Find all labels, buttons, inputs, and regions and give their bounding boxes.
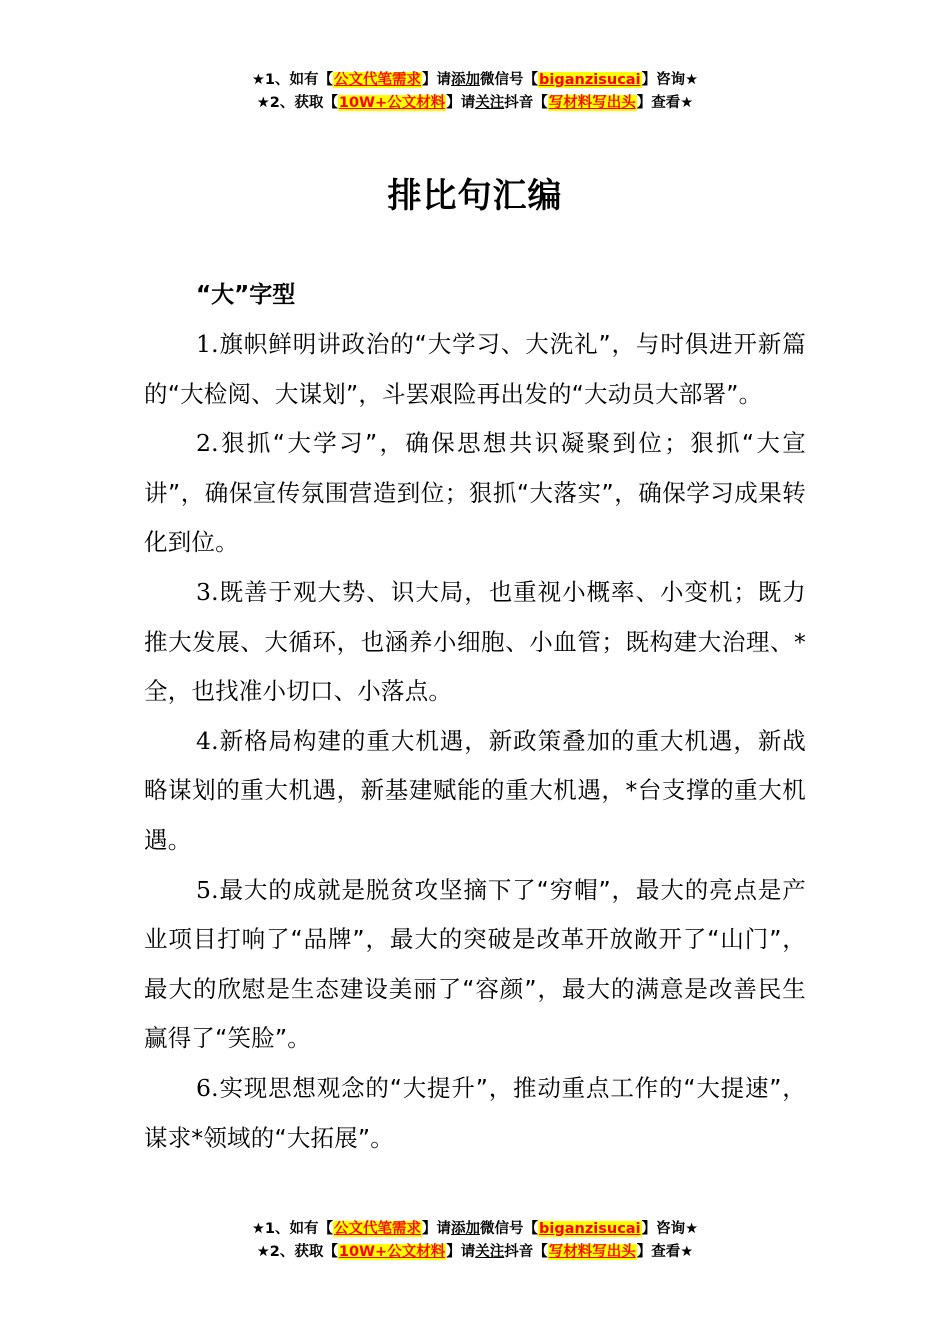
banner-text: ★1、如有【 [251,72,334,88]
item-text: 最大的成就是脱贫攻坚摘下了“穷帽”，最大的亮点是产业项目打响了“品牌”，最大的突破是改革开放敞开了“山门”，最大的欣慰是生态建设美丽了“容颜”，最大的满意是改善民生赢得了“笑脸”。 [144,875,806,1053]
banner-text: 抖音【 [504,1244,548,1260]
banner-text: 】查看★ [636,1244,694,1260]
footer-banner [0,1218,950,1264]
document-body [144,273,806,1163]
banner-highlight: 10W+公文材料 [338,1244,446,1260]
item-text: 旗帜鲜明讲政治的“大学习、大洗礼”，与时俱进开新篇的“大检阅、大谋划”，斗罢艰险再出发的“大动员大部署”。 [144,330,806,408]
list-item [144,419,806,568]
banner-text: ★2、获取【 [256,1244,338,1260]
banner-highlight: 公文代笔需求 [334,72,422,88]
banner-text: 】请 [446,95,476,111]
item-number: 3. [196,577,219,606]
list-item [144,866,806,1064]
list-item [144,320,806,419]
banner-text: 】咨询★ [641,1221,699,1237]
banner-underline: 添加 [451,72,481,88]
list-item [144,717,806,866]
item-number: 6. [196,1073,219,1102]
item-number: 2. [196,429,219,458]
banner-highlight: 写材料写出头 [548,1244,636,1260]
item-text: 狠抓“大学习”，确保思想共识凝聚到位；狠抓“大宣讲”，确保宣传氛围营造到位；狠抓“大落实”，确保学习成果转化到位。 [144,429,806,557]
banner-text: 】查看★ [636,95,694,111]
banner-underline: 关注 [475,95,505,111]
item-number: 5. [196,875,219,904]
banner-highlight: biganzisucai [539,72,641,88]
banner-highlight: 公文代笔需求 [334,1221,422,1237]
banner-underline: 关注 [475,1244,505,1260]
banner-line-2 [0,92,950,115]
section-heading: “大”字型 [196,282,296,308]
banner-highlight: 写材料写出头 [548,95,636,111]
item-number: 4. [196,726,219,755]
banner-text: 微信号【 [480,1221,539,1237]
page-title: 排比句汇编 [387,176,563,216]
banner-text: ★2、获取【 [256,95,338,111]
banner-text: 微信号【 [480,72,539,88]
list-item [144,1064,806,1163]
item-number: 1. [196,330,219,358]
header-banner [0,69,950,115]
banner-line-2 [0,1241,950,1264]
banner-line-1 [0,69,950,92]
banner-text: 】请 [422,1221,452,1237]
banner-highlight: biganzisucai [539,1221,641,1237]
banner-text: 抖音【 [504,95,548,111]
banner-text: 】请 [422,72,452,88]
banner-underline: 添加 [451,1221,481,1237]
banner-text: ★1、如有【 [251,1221,334,1237]
item-text: 新格局构建的重大机遇，新政策叠加的重大机遇，新战略谋划的重大机遇，新基建赋能的重大机遇，*台支撑的重大机遇。 [144,726,806,854]
banner-highlight: 10W+公文材料 [338,95,446,111]
banner-text: 】请 [446,1244,476,1260]
item-text: 既善于观大势、识大局，也重视小概率、小变机；既力推大发展、大循环，也涵养小细胞、小血管；既构建大治理、*全，也找准小切口、小落点。 [144,577,806,706]
banner-text: 】咨询★ [641,72,699,88]
list-item [144,568,806,717]
item-text: 实现思想观念的“大提升”，推动重点工作的“大提速”，谋求*领域的“大拓展”。 [144,1073,806,1152]
banner-line-1 [0,1218,950,1241]
